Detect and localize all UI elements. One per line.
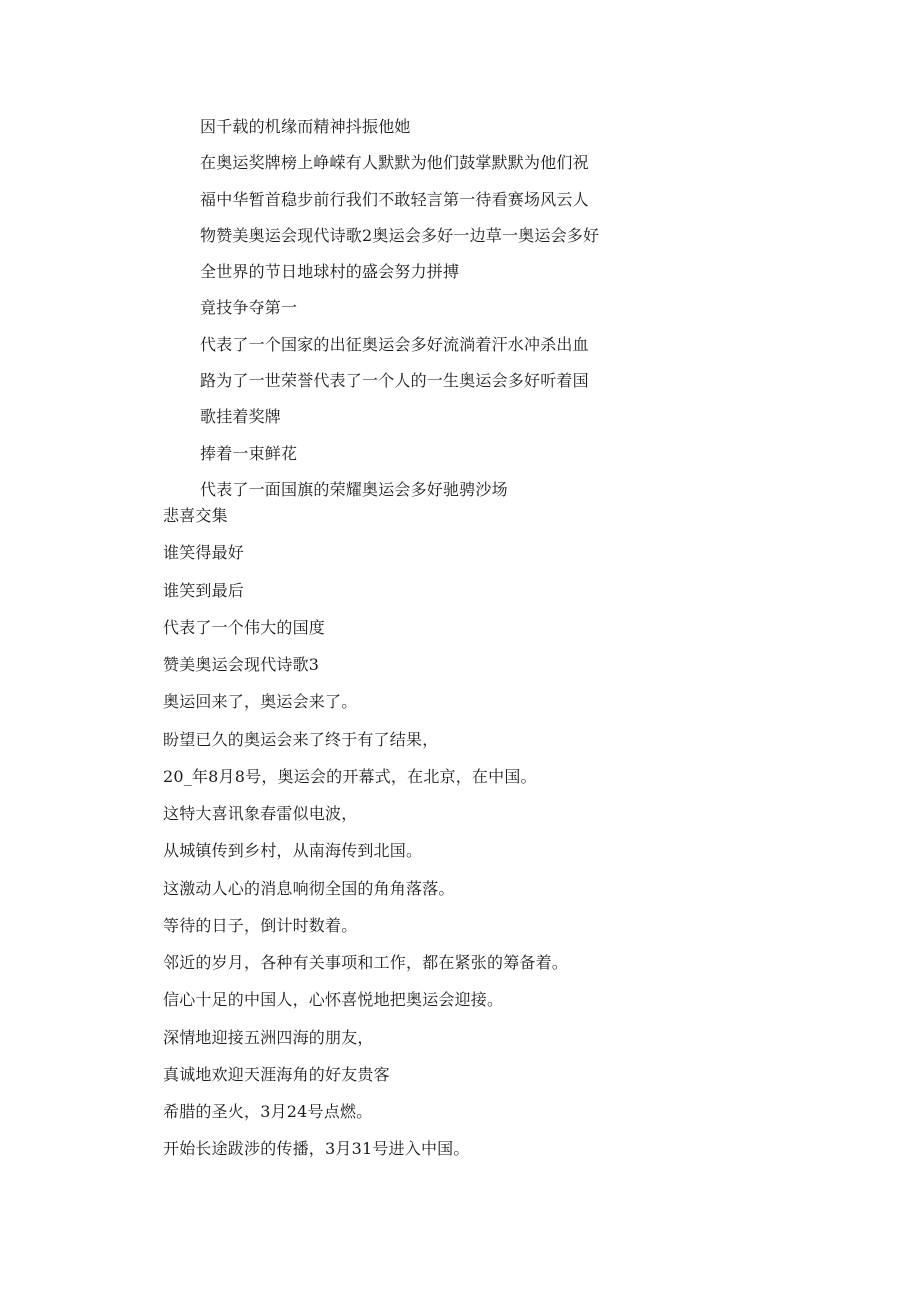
text-line: 邻近的岁月，各种有关事项和工作，都在紧张的筹备着。	[163, 953, 569, 972]
text-line: 开始长途跋涉的传播，3月31号进入中国。	[163, 1139, 470, 1159]
poem-block	[163, 503, 863, 1174]
text-line: 捧着一束鲜花	[200, 443, 298, 463]
section-heading: 赞美奥运会现代诗歌3	[163, 655, 320, 674]
text-line: 代表了一面国旗的荣耀奥运会多好驰骋沙场	[200, 479, 508, 499]
text-line: 20_年8月8号，奥运会的开幕式，在北京，在中国。	[163, 766, 537, 786]
text-line: 这特大喜讯象春雷似电波，	[163, 804, 358, 823]
text-line: 等待的日子，倒计时数着。	[163, 915, 358, 935]
text-line: 信心十足的中国人，心怀喜悦地把奥运会迎接。	[163, 990, 504, 1010]
text-line: 在奥运奖牌榜上峥嵘有人默默为他们鼓掌默默为他们祝	[200, 153, 589, 173]
text-line: 从城镇传到乡村，从南海传到北国。	[163, 841, 423, 861]
text-line: 歌挂着奖牌	[200, 407, 282, 427]
text-line: 代表了一个国家的出征奥运会多好流淌着汗水冲杀出血	[200, 334, 589, 354]
text-line: 悲喜交集	[163, 506, 228, 525]
text-line: 全世界的节日地球村的盛会努力拼搏	[200, 262, 460, 282]
text-line: 谁笑得最好	[163, 543, 245, 563]
poem-block-indented	[200, 113, 640, 512]
text-line: 路为了一世荣誉代表了一个人的一生奥运会多好听着国	[200, 371, 589, 391]
text-line: 希腊的圣火，3月24号点燃。	[163, 1102, 373, 1121]
text-line: 代表了一个伟大的国度	[163, 617, 326, 637]
text-line: 盼望已久的奥运会来了终于有了结果，	[163, 729, 439, 749]
text-line: 真诚地欢迎天涯海角的好友贵客	[163, 1064, 390, 1084]
text-line: 这激动人心的消息响彻全国的角角落落。	[163, 878, 455, 898]
text-line: 因千载的机缘而精神抖振他她	[200, 117, 411, 136]
text-line: 奥运回来了，奥运会来了。	[163, 692, 358, 712]
text-line: 福中华暂首稳步前行我们不敢轻言第一待看赛场风云人	[200, 189, 589, 209]
text-line: 物赞美奥运会现代诗歌2奥运会多好一边草一奥运会多好	[200, 225, 600, 245]
text-line: 谁笑到最后	[163, 580, 245, 600]
text-line: 深情地迎接五洲四海的朋友，	[163, 1027, 374, 1047]
text-line: 竟技争夺第一	[200, 298, 298, 318]
